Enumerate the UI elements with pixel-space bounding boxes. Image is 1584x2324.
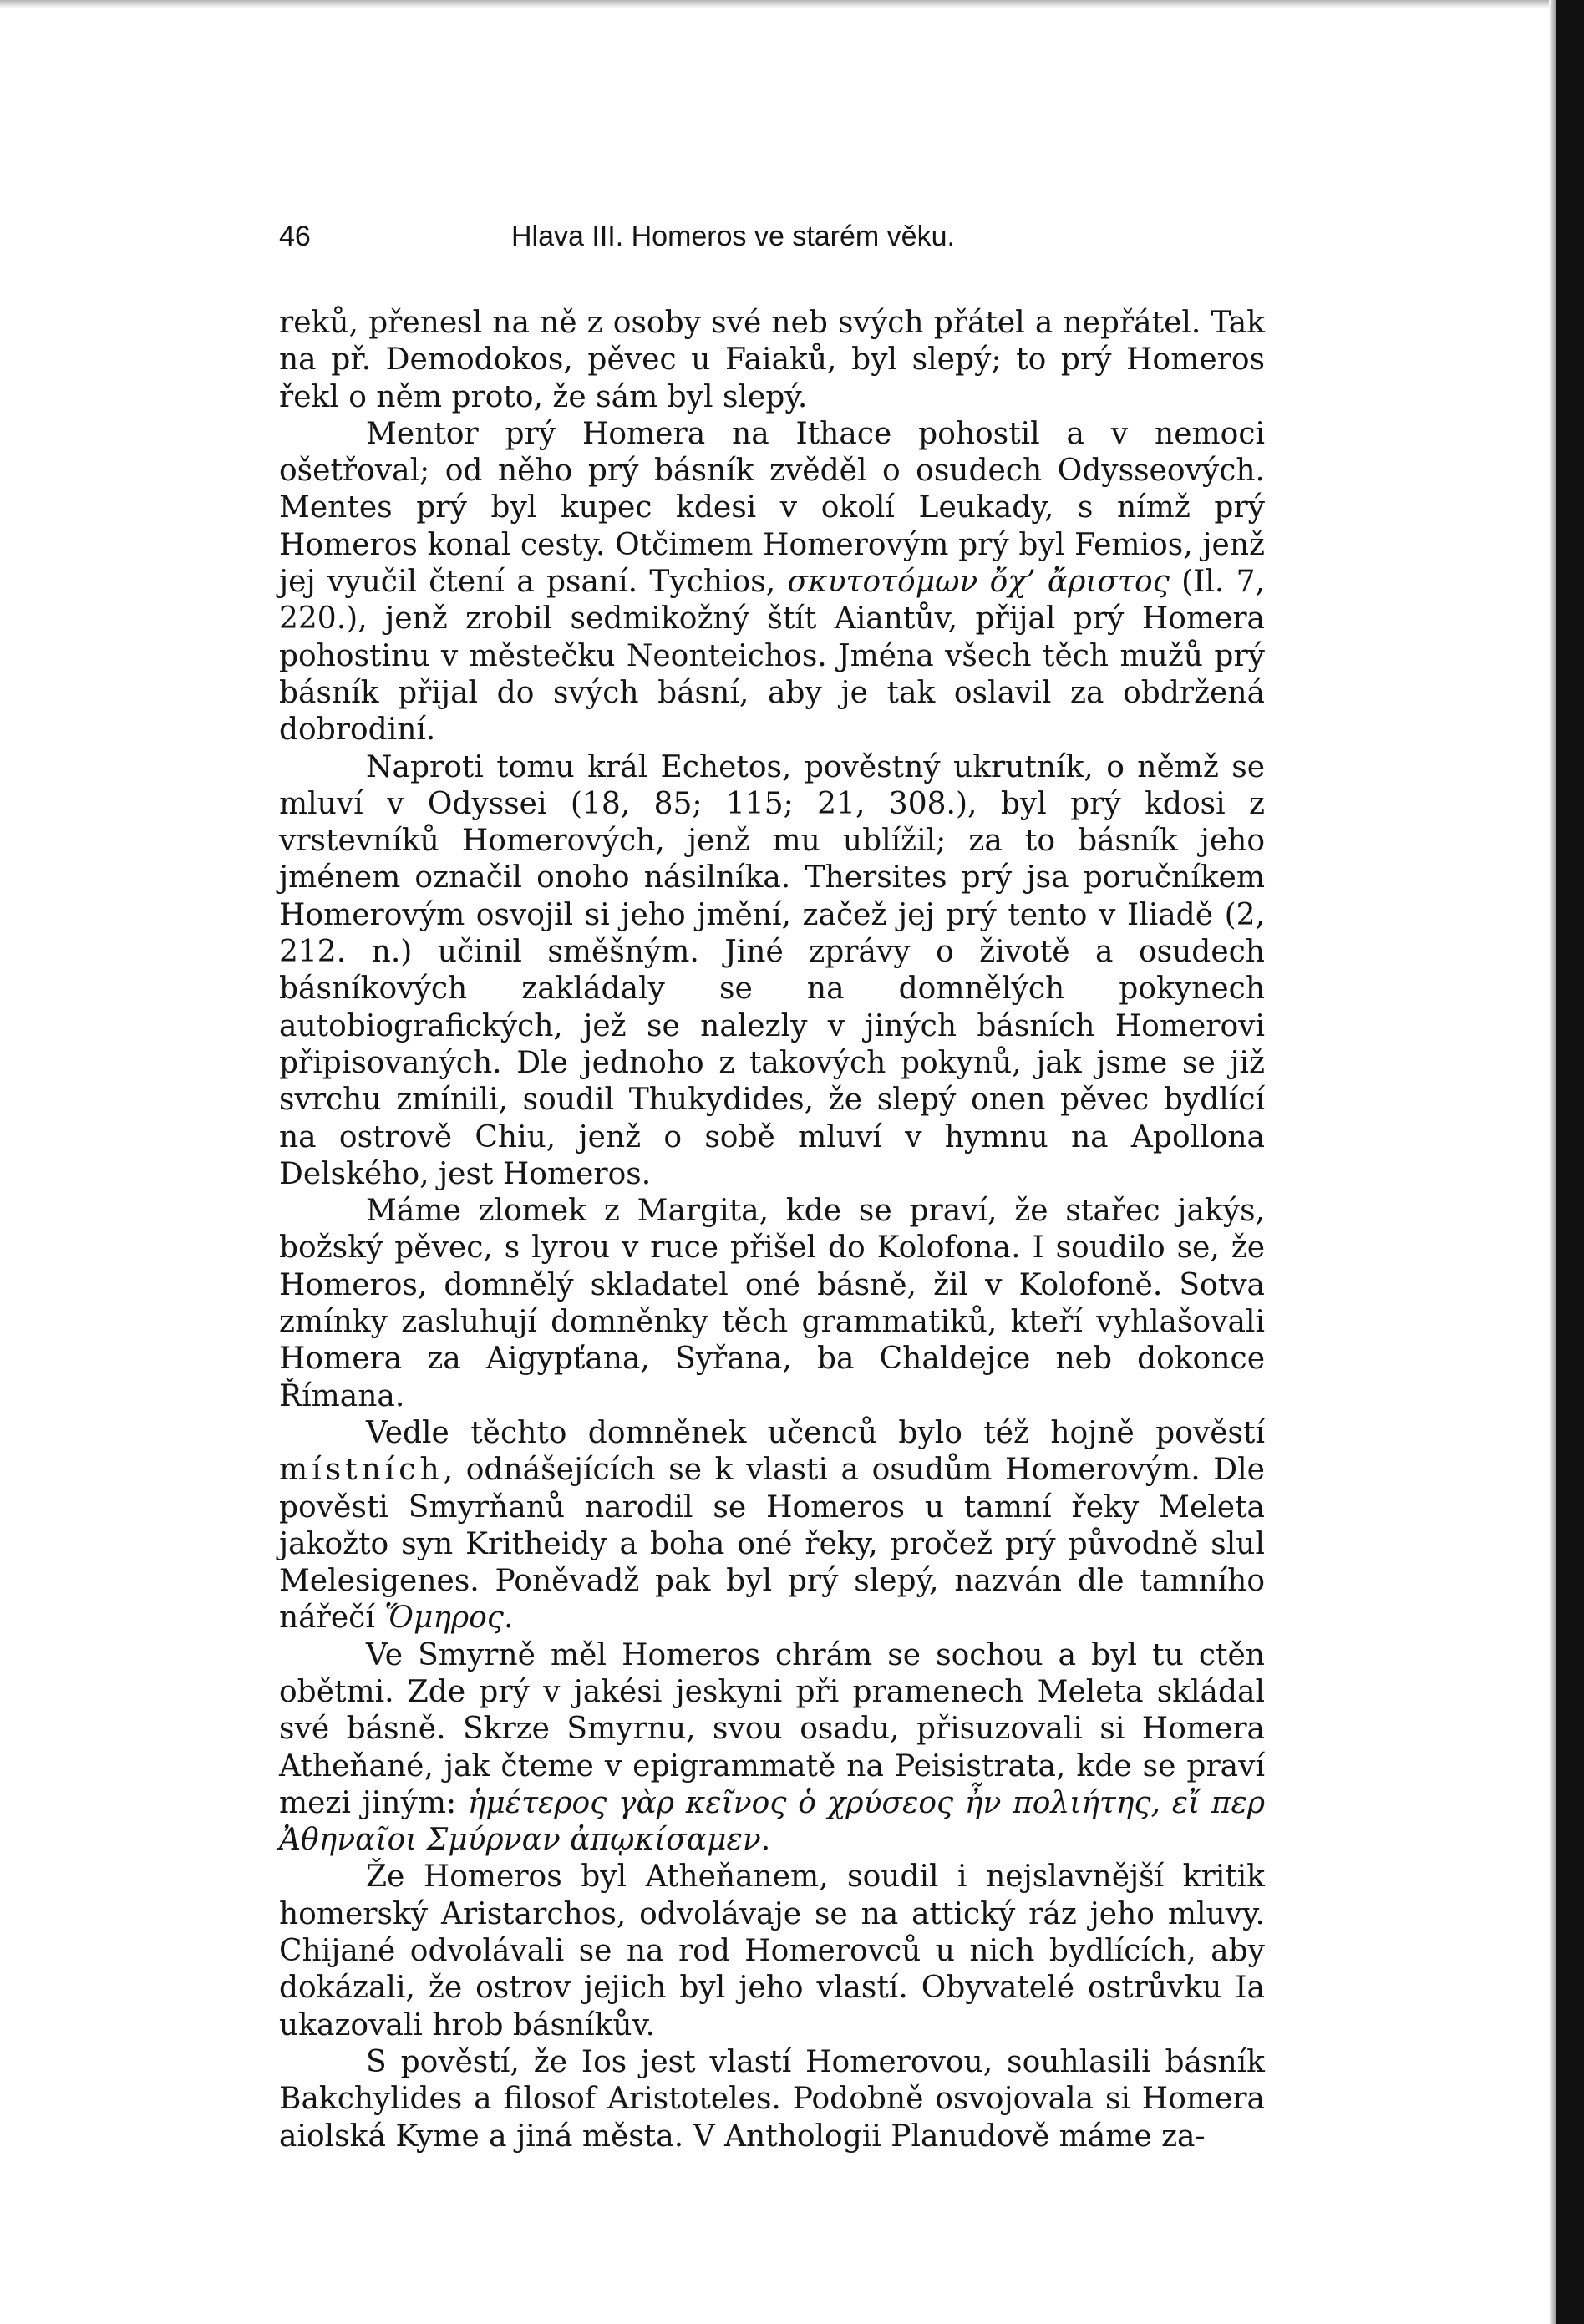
- paragraph-text: S pověstí, že Ios jest vlastí Homerovou, souhlasili básník Bakchylides a filosof Aristoteles. Podobně osvojovala si Homera aiolská Kyme a jiná města. V Anthologii Planudově máme za-: [279, 2044, 1265, 2154]
- paragraph-text: reků, přenesl na ně z osoby své neb svých přátel a nepřátel. Tak na př. Demodokos, pěvec u Faiaků, byl slepý; to prý Homeros řekl o něm proto, že sám byl slepý.: [279, 306, 1265, 414]
- paragraph-5: [279, 1415, 1265, 1637]
- greek-word: Ὅμηρος: [384, 1601, 504, 1636]
- paragraph-text: Vedle těchto domněnek učenců bylo též hojně pověstí: [366, 1415, 1265, 1450]
- page-number: 46: [279, 221, 311, 252]
- paragraph-7: [279, 1859, 1265, 2043]
- paragraph-8: [279, 2044, 1265, 2155]
- paragraph-4: [279, 1193, 1265, 1415]
- paragraph-text: Naproti tomu král Echetos, pověstný ukrutník, o němž se mluví v Odyssei (18, 85; 115; 21, 308.), byl prý kdosi z vrstevníků Homerových, jenž mu ublížil; za to básník jeho jménem označil onoho násilníka. Thersites prý jsa poručníkem Homerovým osvojil si jeho jmění, začež jej prý tento v Iliadě (2, 212. n.) učinil směšným. Jiné zprávy o životě a osudech básníkových zakládaly se na domnělých pokynech autobiografických, jež se nalezly v jiných básních Homerovi připisovaných. Dle jednoho z takových pokynů, jak jsme se již svrchu zmínili, soudil Thukydides, že slepý onen pěvec bydlící na ostrově Chiu, jenž o sobě mluví v hymnu na Apollona Delského, jest Homeros.: [279, 749, 1265, 1191]
- scan-edge-top: [0, 0, 1584, 8]
- scan-edge-right: [1556, 0, 1584, 2324]
- page-body: [279, 305, 1265, 2155]
- paragraph-text: Ve Smyrně měl Homeros chrám se sochou a byl tu ctěn obětmi. Zde prý v jakési jeskyni při pramenech Meleta skládal své básně. Skrze Smyrnu, svou osadu, přisuzovali si Homera Atheňané, jak čteme v epigrammatě na Peisistrata, kde se praví mezi jiným:: [279, 1637, 1265, 1820]
- paragraph-text: , odnášejících se k vlasti a osudům Homerovým. Dle pověsti Smyrňanů narodil se Homeros u tamní řeky Meleta jakožto syn Kritheidy a boha oné řeky, pročež prý původně slul Melesigenes. Poněvadž pak byl prý slepý, nazván dle tamního nářečí: [279, 1453, 1265, 1636]
- paragraph-text: Mentor prý Homera na Ithace pohostil a v nemoci ošetřoval; od něho prý básník zvěděl o osudech Odysseových. Mentes prý byl kupec kdesi v okolí Leukady, s nímž prý Homeros konal cesty. Otčimem Homerovým prý byl Femios, jenž jej vyučil čtení a psaní. Tychios,: [279, 416, 1265, 600]
- book-page: [279, 213, 1265, 2155]
- scan-edge-shadow: [1549, 0, 1556, 2324]
- running-head: Hlava III. Homeros ve starém věku.: [511, 221, 955, 252]
- paragraph-text: Že Homeros byl Atheňanem, soudil i nejslavnější kritik homerský Aristarchos, odvolávaje se na attický ráz jeho mluvy. Chijané odvolávali se na rod Homerovců u nich bydlících, aby dokázali, že ostrov jejich byl jeho vlastí. Obyvatelé ostrůvku Ia ukazovali hrob básníkův.: [279, 1860, 1265, 2042]
- paragraph-3: [279, 749, 1265, 1194]
- spaced-emphasis: místních: [279, 1453, 444, 1488]
- greek-quotation: σκυτοτόμων ὄχ’ ἄριστος: [787, 565, 1170, 600]
- paragraph-text: Máme zlomek z Margita, kde se praví, že stařec jakýs, božský pěvec, s lyrou v ruce přišel do Kolofona. I soudilo se, že Homeros, domnělý skladatel oné básně, žil v Kolofoně. Sotva zmínky zasluhují domněnky těch grammatiků, kteří vyhlašovali Homera za Aigypťana, Syřana, ba Chaldejce neb dokonce Římana.: [279, 1194, 1265, 1413]
- paragraph-end: .: [760, 1823, 771, 1858]
- paragraph-1: [279, 305, 1265, 416]
- greek-quotation: ἡμέτερος γὰρ κεῖνος ὁ χρύσεος ἦν πολιήτης, εἴ περ Ἀθηναῖοι Σμύρναν ἀπῳκίσαμεν: [279, 1785, 1265, 1858]
- paragraph-end: .: [503, 1601, 514, 1636]
- page-header: [279, 213, 1265, 260]
- paragraph-text: (Il. 7, 220.), jenž zrobil sedmikožný štít Aiantův, přijal prý Homera pohostinu v městečku Neonteichos. Jména všech těch mužů prý básník přijal do svých básní, aby je tak oslavil za obdržená dobrodiní.: [279, 565, 1265, 748]
- paragraph-6: [279, 1637, 1265, 1860]
- paragraph-2: [279, 416, 1265, 749]
